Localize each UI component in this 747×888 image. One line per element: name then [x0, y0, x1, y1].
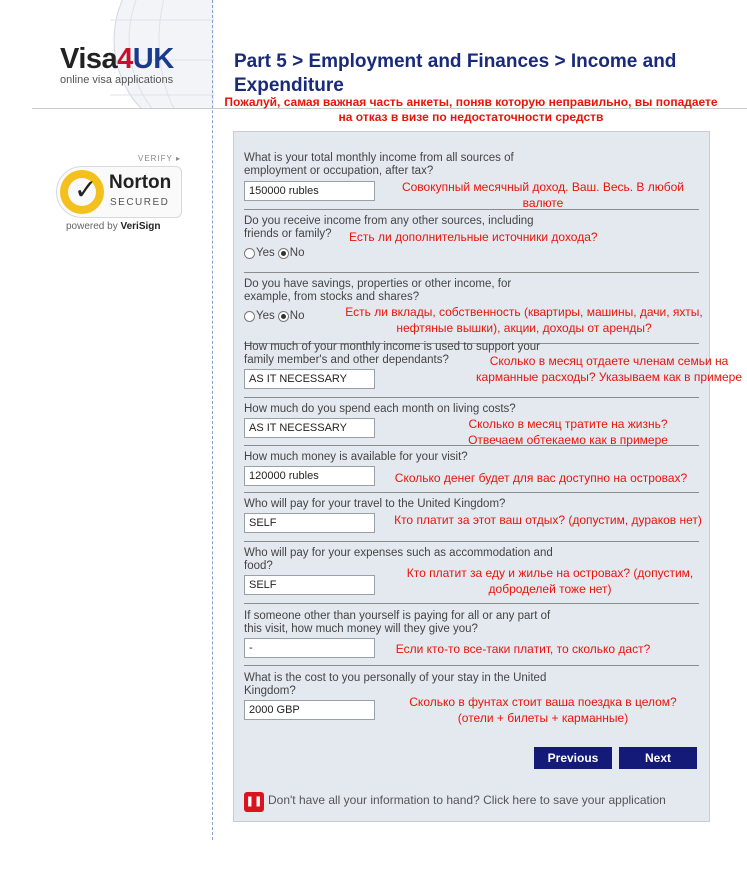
money-available-input[interactable]	[244, 466, 375, 486]
annotation-q3: Есть ли вклады, собственность (квартиры, машины, дачи, яхты, нефтяные вышки), акции, доходы от аренды?	[345, 305, 703, 335]
radio-label-yes: Yes	[256, 310, 275, 322]
norton-powered-by: powered by VeriSign	[66, 221, 161, 232]
visa4uk-logo[interactable]	[60, 44, 174, 86]
question-label: What is your total monthly income from all sources of employment or occupation, after tax?	[244, 152, 514, 177]
question-label: How much of your monthly income is used to support your family member's and other dependants?	[244, 341, 540, 366]
annotation-q8: Кто платит за еду и жилье на островах? (допустим, доброделей тоже нет)	[406, 566, 694, 596]
annotation-q7: Кто платит за этот ваш отдых? (допустим, дураков нет)	[394, 513, 702, 527]
logo-visa: Visa	[60, 43, 118, 75]
living-costs-input[interactable]	[244, 418, 375, 438]
pause-icon: ❚❚	[244, 792, 264, 812]
annotation-q10: Сколько в фунтах стоит ваша поездка в целом? (отели + билеты + карманные)	[409, 695, 677, 725]
question-label: How much money is available for your visit?	[244, 451, 468, 463]
other-income-no-radio[interactable]	[278, 248, 289, 259]
savings-yes-radio[interactable]	[244, 311, 255, 322]
question-label: How much do you spend each month on living costs?	[244, 403, 516, 415]
norton-verify: VERIFY ▸	[138, 154, 181, 163]
logo-uk: UK	[132, 43, 174, 75]
logo-four: 4	[117, 43, 133, 75]
stay-cost-input[interactable]	[244, 700, 375, 720]
sponsor-amount-input[interactable]	[244, 638, 375, 658]
warning-note: Пожалуй, самая важная часть анкеты, поняв которую неправильно, вы попадаете на отказ в визе по недостаточности средств	[224, 95, 718, 124]
other-income-yes-radio[interactable]	[244, 248, 255, 259]
vertical-divider	[212, 0, 213, 840]
save-application-link[interactable]	[244, 788, 666, 812]
radio-label-no: No	[289, 247, 305, 259]
annotation-q5: Сколько в месяц тратите на жизнь? Отвечаем обтекаемо как в примере	[468, 417, 668, 447]
total-income-input[interactable]	[244, 181, 375, 201]
question-label: What is the cost to you personally of your stay in the United Kingdom?	[244, 672, 547, 697]
savings-no-radio[interactable]	[278, 311, 289, 322]
savings-radio-group	[244, 310, 307, 322]
question-label: Who will pay for your travel to the United Kingdom?	[244, 498, 506, 510]
previous-button[interactable]: Previous	[534, 747, 612, 769]
annotation-q2: Есть ли дополнительные источники дохода?	[349, 230, 598, 244]
annotation-q4: Сколько в месяц отдаете членам семьи на карманные расходы? Указываем как в примере	[476, 354, 742, 384]
save-link-text: Don't have all your information to hand? Click here to save your application	[268, 793, 666, 807]
expenses-payer-input[interactable]	[244, 575, 375, 595]
family-support-input[interactable]	[244, 369, 375, 389]
question-label: Do you have savings, properties or other income, for example, from stocks and shares?	[244, 278, 512, 303]
page-title: Part 5 > Employment and Finances > Income and Expenditure	[234, 51, 677, 96]
other-income-radio-group	[244, 247, 307, 259]
travel-payer-input[interactable]	[244, 513, 375, 533]
radio-label-yes: Yes	[256, 247, 275, 259]
next-button[interactable]: Next	[619, 747, 697, 769]
field-sponsor-amount	[244, 610, 699, 666]
annotation-q6: Сколько денег будет для вас доступно на островах?	[394, 471, 688, 485]
question-label: If someone other than yourself is paying for all or any part of this visit, how much money will they give you?	[244, 610, 551, 635]
norton-badge-body	[56, 166, 182, 218]
question-label: Do you receive income from any other sources, including friends or family?	[244, 215, 534, 240]
norton-check-icon: ✓	[60, 170, 104, 214]
norton-name: Norton	[109, 172, 172, 193]
annotation-q9: Если кто-то все-таки платит, то сколько даст?	[395, 642, 651, 656]
question-label: Who will pay for your expenses such as accommodation and food?	[244, 547, 553, 572]
logo-tagline: online visa applications	[60, 74, 174, 86]
norton-secured: SECURED	[110, 197, 170, 208]
annotation-q1: Совокупный месячный доход. Ваш. Весь. В любой валюте	[401, 180, 685, 210]
radio-label-no: No	[289, 310, 305, 322]
